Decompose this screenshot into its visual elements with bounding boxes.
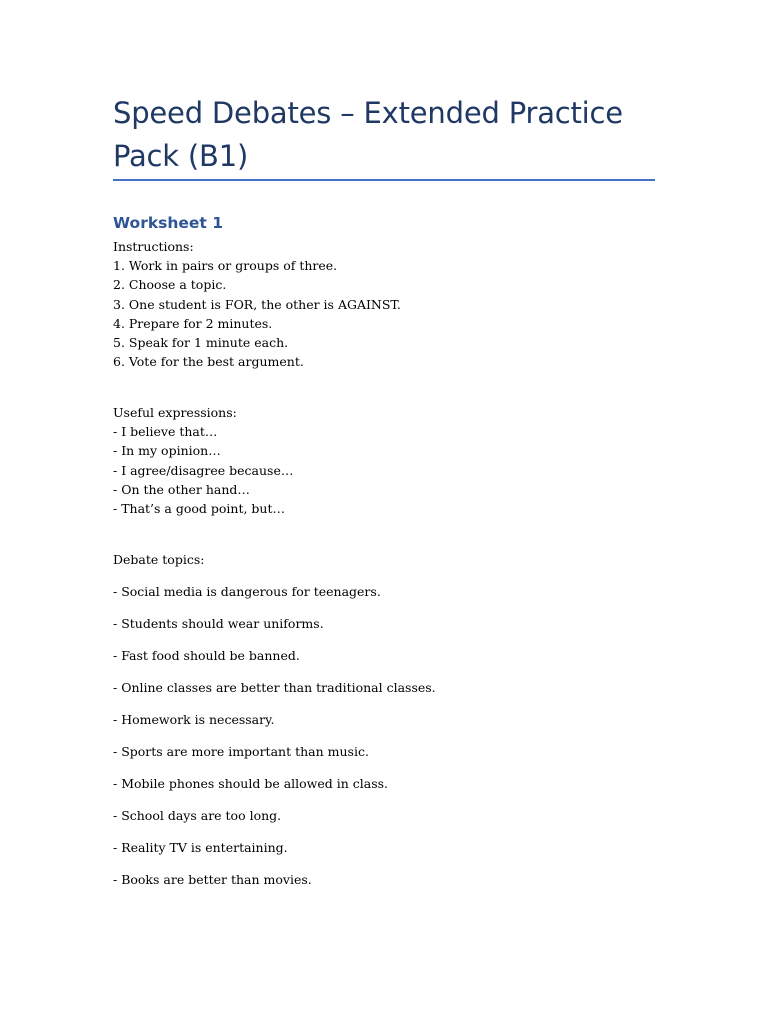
instruction-item: 2. Choose a topic. — [113, 277, 227, 293]
expressions-block — [113, 403, 293, 518]
instructions-label: Instructions: — [113, 239, 194, 254]
expressions-label: Useful expressions: — [113, 405, 237, 420]
expression-item: - On the other hand… — [113, 481, 250, 497]
topic-item: - Social media is dangerous for teenagers. — [113, 584, 381, 599]
instruction-item: 3. One student is FOR, the other is AGAINST. — [113, 296, 401, 312]
topic-item: - Mobile phones should be allowed in class. — [113, 776, 389, 791]
topic-item: - School days are too long. — [113, 808, 282, 823]
topic-item: - Students should wear uniforms. — [113, 616, 324, 631]
title-underline-rule — [113, 179, 655, 181]
expression-item: - I agree/disagree because… — [113, 462, 294, 478]
instruction-item: 4. Prepare for 2 minutes. — [113, 315, 273, 331]
topics-label: Debate topics: — [113, 552, 205, 567]
instruction-item: 1. Work in pairs or groups of three. — [113, 258, 338, 274]
section-heading: Worksheet 1 — [113, 214, 224, 232]
topics-list — [113, 582, 436, 902]
topic-item: - Books are better than movies. — [113, 872, 312, 887]
expression-item: - I believe that… — [113, 424, 218, 440]
topic-item: - Online classes are better than traditional classes. — [113, 680, 436, 695]
instructions-block — [113, 237, 401, 371]
instruction-item: 5. Speak for 1 minute each. — [113, 334, 289, 350]
topic-item: - Sports are more important than music. — [113, 744, 369, 759]
instruction-item: 6. Vote for the best argument. — [113, 354, 304, 370]
topic-item: - Fast food should be banned. — [113, 648, 300, 663]
document-title: Speed Debates – Extended Practice Pack (B1) — [113, 96, 623, 173]
expression-item: - That’s a good point, but… — [113, 500, 285, 516]
expression-item: - In my opinion… — [113, 443, 221, 459]
topic-item: - Homework is necessary. — [113, 712, 275, 727]
topic-item: - Reality TV is entertaining. — [113, 840, 288, 855]
